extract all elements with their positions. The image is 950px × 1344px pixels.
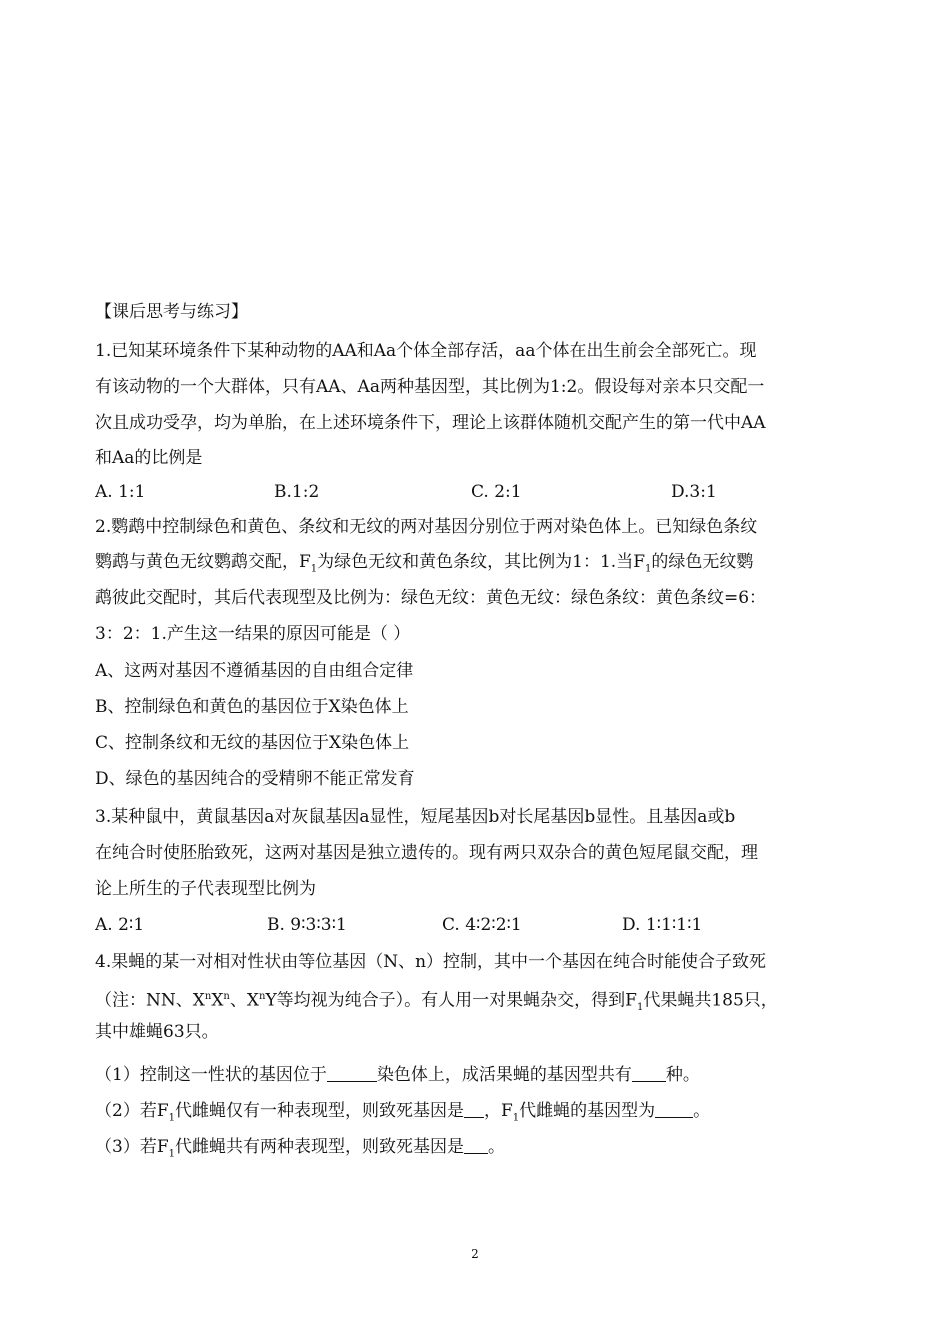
section-title: 【课后思考与练习】	[95, 302, 248, 322]
q4-line-3: 其中雄蝇63只。	[95, 1022, 219, 1042]
subscript-1: 1	[168, 1112, 175, 1124]
q3-option-d: D. 1∶1∶1∶1	[622, 915, 703, 935]
superscript-n: n	[223, 991, 230, 1002]
q1-options	[95, 480, 855, 504]
q4-s1-text-2: 染色体上，成活果蝇的基因型共有	[376, 1065, 632, 1085]
answer-blank[interactable]	[632, 1064, 666, 1082]
answer-blank[interactable]	[327, 1064, 377, 1082]
q1-option-b: B.1:2	[274, 482, 320, 502]
q1-option-d: D.3:1	[671, 482, 717, 502]
q3-options	[95, 913, 855, 937]
q3-line-2: 在纯合时使胚胎致死，这两对基因是独立遗传的。现有两只双杂合的黄色短尾鼠交配，理	[95, 843, 758, 863]
q3-line-1: 3.某种鼠中，黄鼠基因a对灰鼠基因a显性，短尾基因b对长尾基因b显性。且基因a或b	[95, 807, 736, 827]
q4-s2-text-2: 代雌蝇仅有一种表现型，则致死基因是	[175, 1101, 464, 1121]
subscript-1: 1	[645, 563, 652, 575]
answer-blank[interactable]	[464, 1100, 484, 1118]
q2-line-2-part-3: 的绿色无纹鹦	[651, 552, 754, 572]
q2-line-3: 鹉彼此交配时，其后代表现型及比例为：绿色无纹：黄色无纹：绿色条纹：黄色条纹=6：	[95, 588, 767, 608]
superscript-n: n	[258, 991, 266, 1002]
q2-option-d: D、绿色的基因纯合的受精卵不能正常发育	[95, 769, 415, 789]
q1-option-c: C. 2:1	[471, 482, 522, 502]
q4-s3-text-1: （3）若F	[95, 1137, 169, 1157]
answer-blank[interactable]	[655, 1100, 693, 1118]
q4-line-2-part-1: （注：NN、X	[95, 990, 205, 1011]
answer-blank[interactable]	[464, 1136, 488, 1154]
q4-line-2-part-5: 代果蝇共185只，	[643, 990, 778, 1011]
q1-line-3: 次且成功受孕，均为单胎，在上述环境条件下，理论上该群体随机交配产生的第一代中AA	[95, 413, 766, 433]
q3-option-c: C. 4∶2∶2∶1	[442, 915, 522, 935]
page-number: 2	[471, 1247, 479, 1261]
q2-line-2	[95, 550, 855, 581]
q3-option-a: A. 2∶1	[95, 915, 145, 935]
q4-s2-text-1: （2）若F	[95, 1101, 169, 1121]
q4-sub-question-1	[95, 1063, 855, 1087]
q4-s3-text-2: 代雌蝇共有两种表现型，则致死基因是	[175, 1137, 464, 1157]
q1-option-a: A. 1:1	[95, 482, 146, 502]
q4-s2-text-3: ，F	[484, 1101, 513, 1121]
q3-line-3: 论上所生的子代表现型比例为	[95, 879, 316, 899]
q2-line-1: 2.鹦鹉中控制绿色和黄色、条纹和无纹的两对基因分别位于两对染色体上。已知绿色条纹	[95, 517, 758, 537]
q4-line-2-part-2: X	[211, 990, 224, 1011]
subscript-1: 1	[310, 563, 318, 575]
q4-line-1: 4.果蝇的某一对相对性状由等位基因（N、n）控制，其中一个基因在纯合时能使合子致死	[95, 952, 767, 972]
q2-option-c: C、控制条纹和无纹的基因位于X染色体上	[95, 733, 410, 753]
q1-line-2: 有该动物的一个大群体，只有AA、Aa两种基因型，其比例为1:2。假设每对亲本只交配一	[95, 377, 765, 397]
q4-s1-text-3: 种。	[665, 1065, 700, 1085]
q2-option-b: B、控制绿色和黄色的基因位于X染色体上	[95, 697, 409, 717]
q1-line-1: 1.已知某环境条件下某种动物的AA和Aa个体全部存活，aa个体在出生前会全部死亡。现	[95, 341, 757, 361]
q4-line-2-part-3: 、X	[229, 990, 259, 1011]
subscript-1: 1	[636, 1002, 644, 1014]
q4-line-2	[95, 985, 855, 1020]
superscript-n: n	[204, 991, 212, 1002]
subscript-1: 1	[168, 1148, 175, 1160]
q1-line-4: 和Aa的比例是	[95, 448, 203, 468]
q2-line-2-part-1: 鹦鹉与黄色无纹鹦鹉交配，F	[95, 552, 311, 572]
q4-s2-text-4: 代雌蝇的基因型为	[519, 1101, 656, 1121]
subscript-1: 1	[512, 1112, 520, 1124]
q2-option-a: A、这两对基因不遵循基因的自由组合定律	[95, 661, 414, 681]
q3-option-b: B. 9∶3∶3∶1	[267, 915, 347, 935]
q2-line-2-part-2: 为绿色无纹和黄色条纹，其比例为1：1.当F	[317, 552, 646, 572]
q4-sub-question-2	[95, 1099, 855, 1130]
q4-sub-question-3	[95, 1135, 855, 1166]
q2-line-4: 3：2：1.产生这一结果的原因可能是（ ）	[95, 624, 411, 644]
q4-s1-text-1: （1）控制这一性状的基因位于	[95, 1065, 327, 1085]
q4-s2-text-5: 。	[693, 1101, 711, 1121]
q4-s3-text-3: 。	[488, 1137, 505, 1157]
q4-line-2-part-4: Y等均视为纯合子）。有人用一对果蝇杂交，得到F	[265, 990, 637, 1011]
